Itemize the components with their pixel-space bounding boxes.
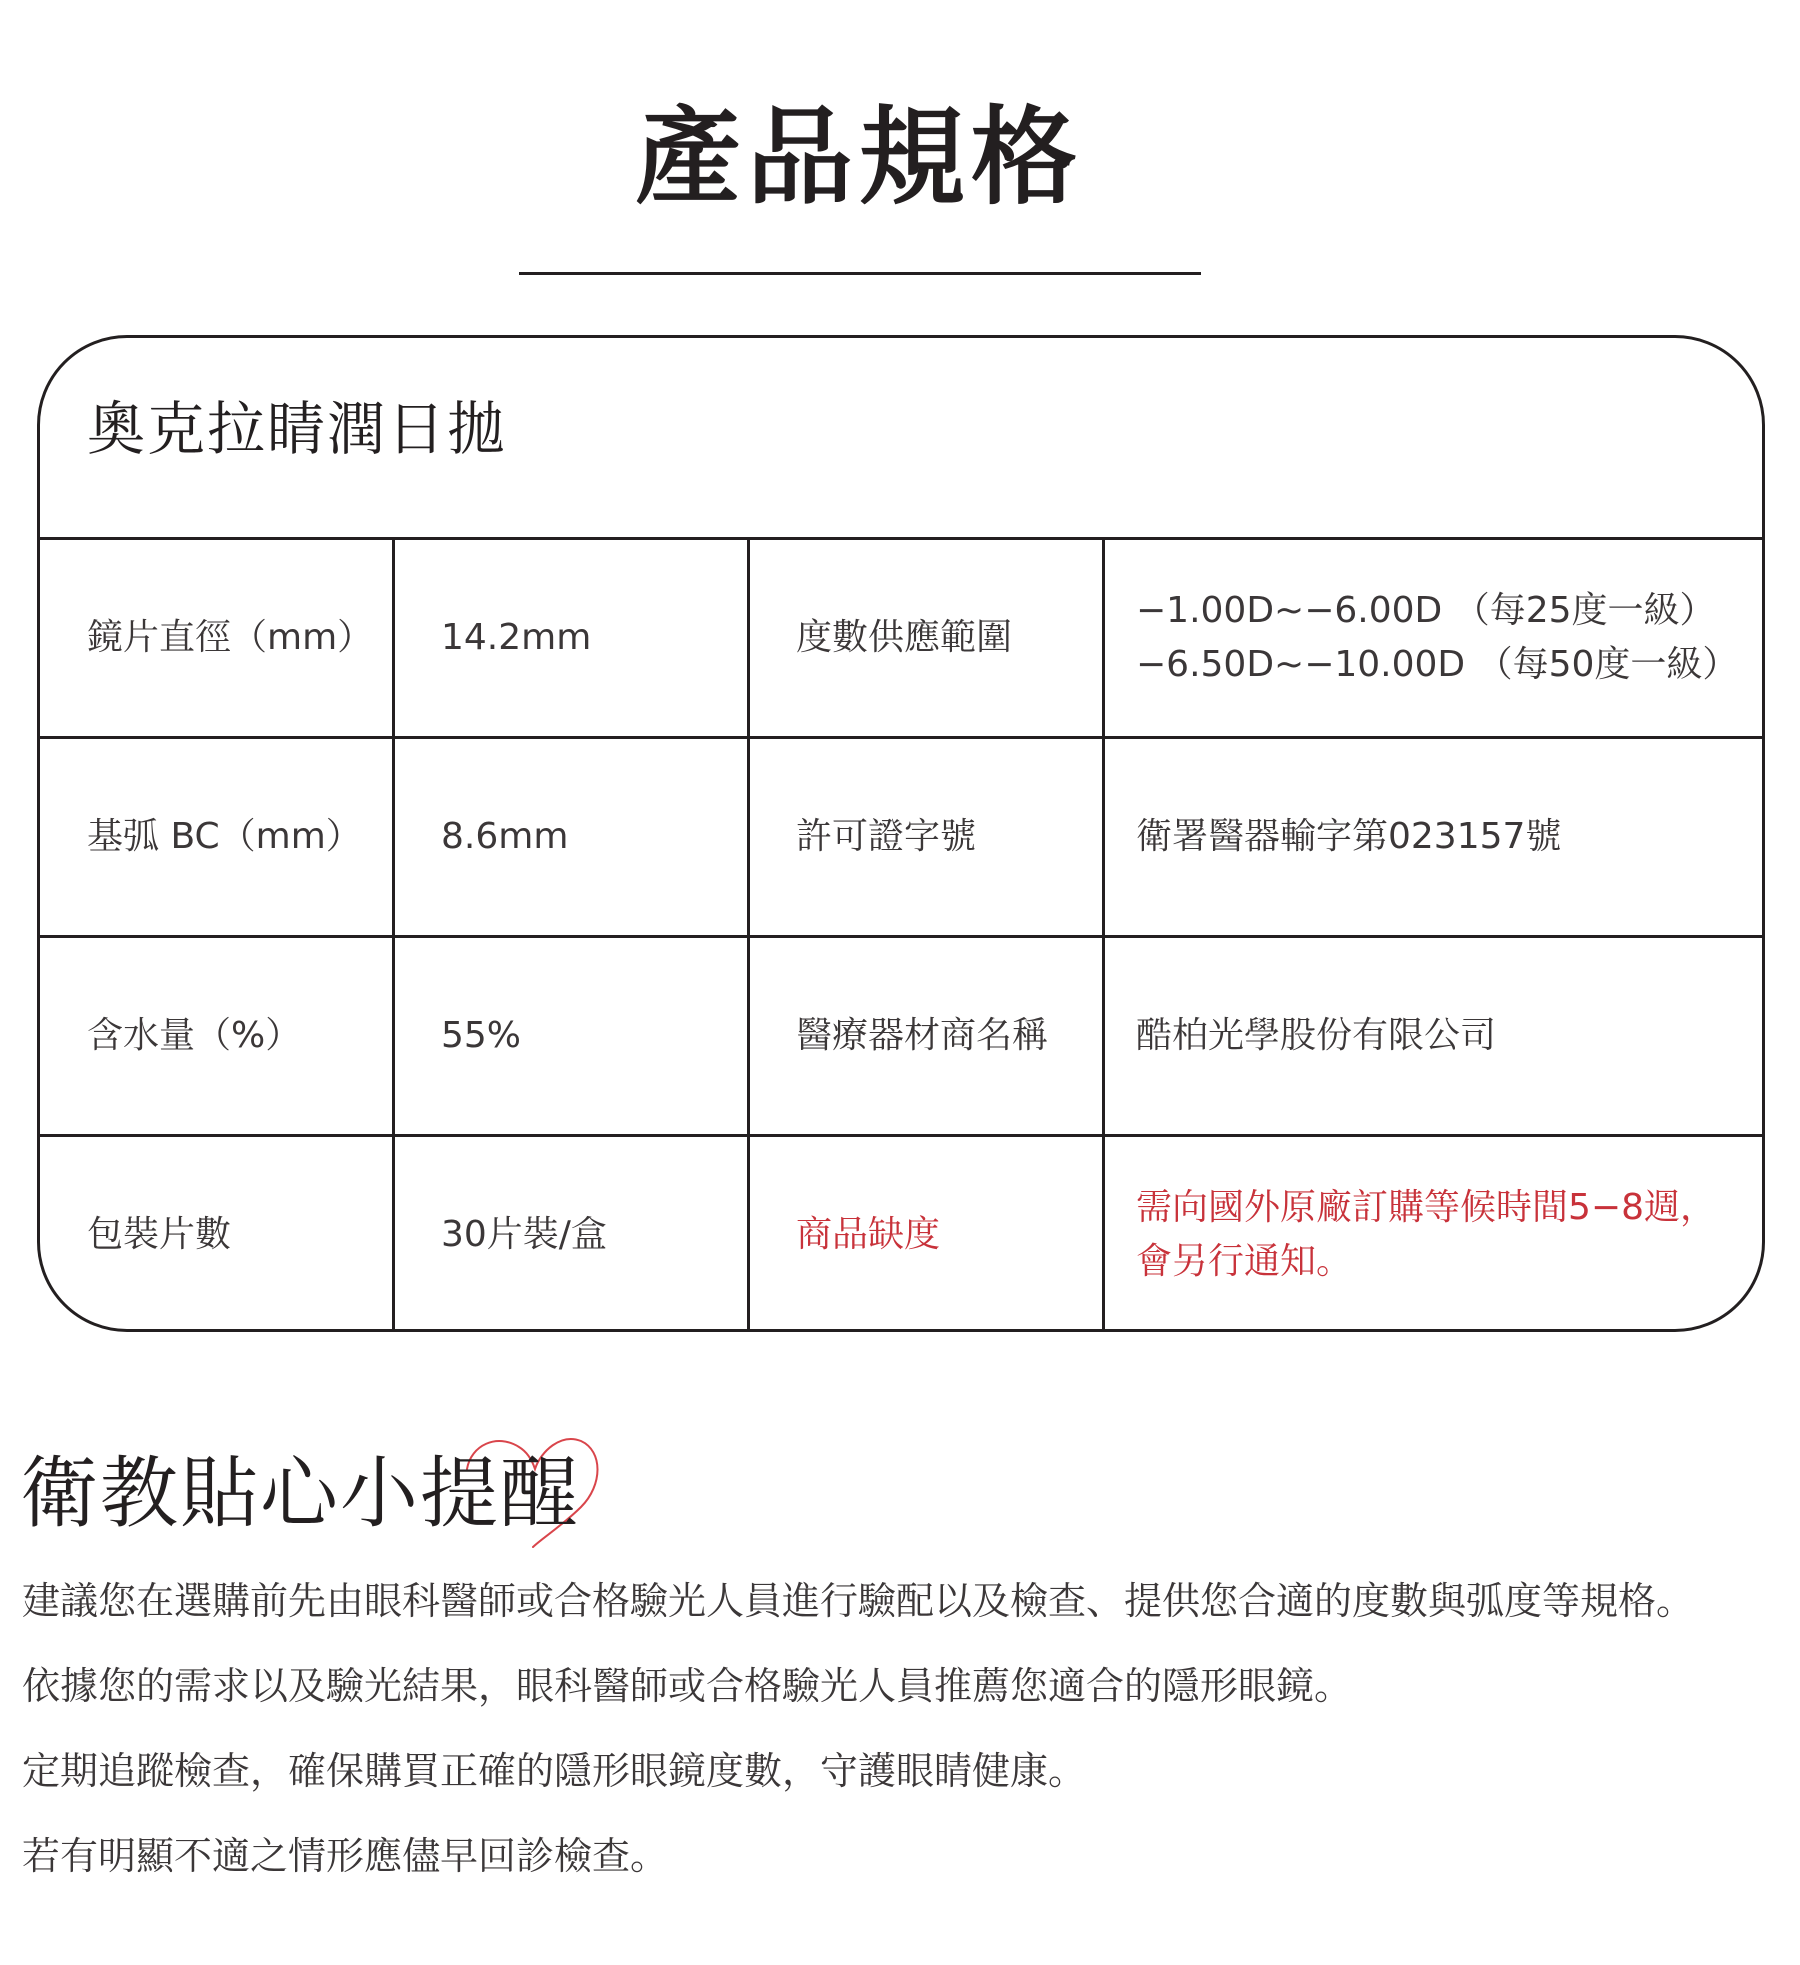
spec-label-base-curve: 基弧 BC（mm）: [40, 739, 395, 938]
spec-value-base-curve: 8.6mm: [395, 739, 750, 938]
spec-value-diameter: 14.2mm: [395, 540, 750, 739]
spec-label-out-of-stock: 商品缺度: [750, 1137, 1105, 1332]
spec-label-power-range: 度數供應範圍: [750, 540, 1105, 739]
tip-item-recommendation: 依據您的需求以及驗光結果，眼科醫師或合格驗光人員推薦您適合的隱形眼鏡。: [22, 1664, 1353, 1708]
spec-label-water-content: 含水量（%）: [40, 938, 395, 1137]
spec-value-power-range: [1105, 540, 1762, 739]
tip-item-discomfort: 若有明顯不適之情形應儘早回診檢查。: [22, 1834, 669, 1878]
spec-table: [40, 537, 1762, 1332]
power-range-line-1: −1.00D~−6.00D （每25度一級）: [1136, 590, 1716, 631]
spec-value-water-content: 55%: [395, 938, 750, 1137]
spec-value-license: 衛署醫器輸字第023157號: [1105, 739, 1762, 938]
spec-label-manufacturer: 醫療器材商名稱: [750, 938, 1105, 1137]
product-name: 奧克拉睛潤日拋: [87, 395, 508, 463]
tip-item-regular-checkup: 定期追蹤檢查，確保購買正確的隱形眼鏡度數，守護眼睛健康。: [22, 1749, 1087, 1793]
power-range-line-2: −6.50D~−10.00D （每50度一級）: [1136, 644, 1739, 685]
spec-value-pack-count: 30片裝/盒: [395, 1137, 750, 1332]
spec-value-out-of-stock-note: [1105, 1137, 1762, 1332]
spec-card: [37, 335, 1765, 1332]
tips-list: [22, 1579, 1695, 1922]
spec-value-manufacturer: 酷柏光學股份有限公司: [1105, 938, 1762, 1137]
tip-item-consult: 建議您在選購前先由眼科醫師或合格驗光人員進行驗配以及檢查、提供您合適的度數與弧度等規格。: [22, 1579, 1695, 1623]
out-of-stock-line-2: 會另行通知。: [1136, 1240, 1353, 1282]
out-of-stock-line-1: 需向國外原廠訂購等候時間5−8週，: [1136, 1186, 1716, 1228]
tips-title: 衛教貼心小提醒: [20, 1449, 581, 1539]
spec-label-pack-count: 包裝片數: [40, 1137, 395, 1332]
spec-label-license: 許可證字號: [750, 739, 1105, 938]
title-underline: [519, 272, 1201, 275]
page-title: 產品規格: [635, 96, 1083, 219]
spec-label-diameter: 鏡片直徑（mm）: [40, 540, 395, 739]
